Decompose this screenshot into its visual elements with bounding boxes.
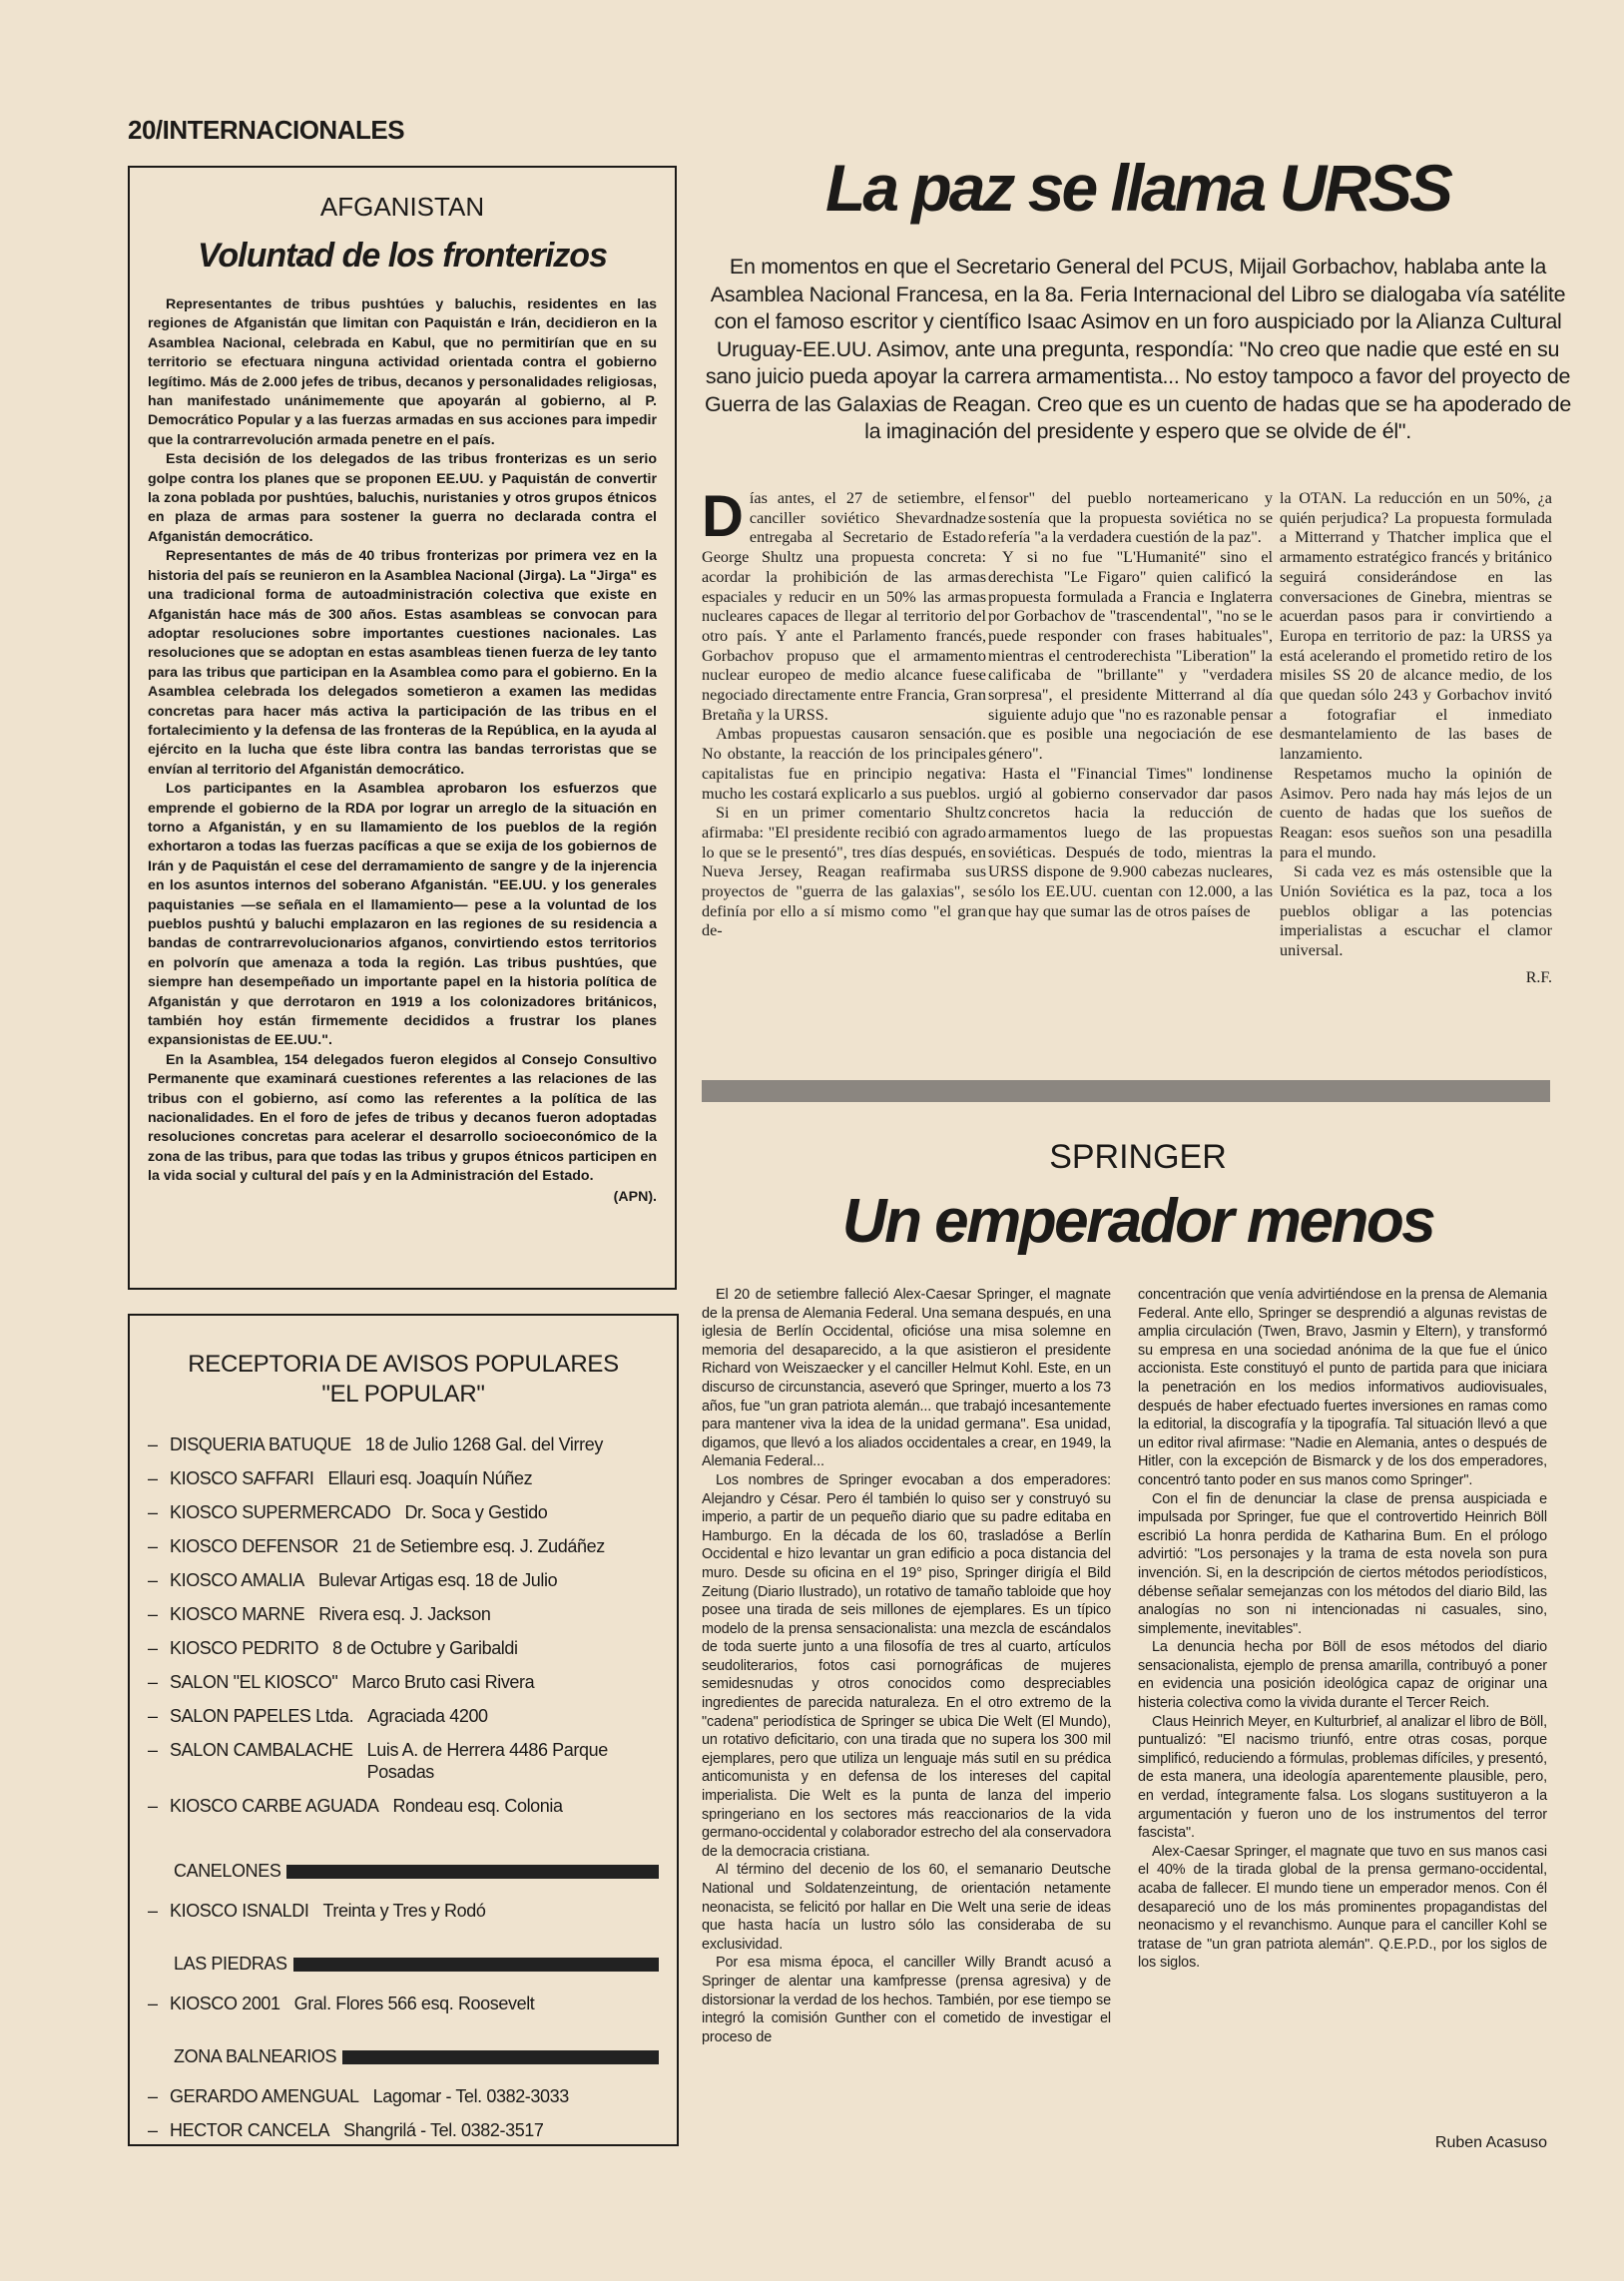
ad-row	[148, 1795, 659, 1817]
dash: –	[148, 1672, 158, 1692]
springer-paragraph: La denuncia hecha por Böll de esos métodos del diario sensacionalista, ejemplo de prensa amarilla, contribuyó a poner en evidencia una posición ideológica capaz de originar una histeria colectiva como la vivida durante el Tercer Reich.	[1138, 1639, 1547, 1712]
ad-address: Shangrilá - Tel. 0382-3517	[343, 2120, 544, 2140]
ad-row	[148, 1739, 659, 1783]
ad-address: Lagomar - Tel. 0382-3033	[372, 2086, 569, 2106]
region-bar	[286, 1865, 659, 1879]
ad-name: KIOSCO AMALIA	[170, 1570, 304, 1590]
urss-lead: En momentos en que el Secretario General del PCUS, Mijail Gorbachov, hablaba ante la Asamblea Nacional Francesa, en la 8a. Feria Internacional del Libro se dialogaba vía satélite con el famoso escritor y científico Isaac Asimov en un foro auspiciado por la Alianza Cultural Uruguay-EE.UU. Asimov, ante una pregunta, respondía: "No creo que nadie que esté en su sano juicio pueda apoyar la carrera armamentista... No estoy tampoco a favor del proyecto de Guerra de las Galaxias de Reagan. Creo que es un cuento de hadas que se ha apoderado de la imaginación del presidente y espero que se olvide de él".	[705, 255, 1571, 443]
ad-name: KIOSCO ISNALDI	[170, 1901, 309, 1921]
ad-address: 21 de Setiembre esq. J. Zudáñez	[352, 1536, 605, 1556]
ad-name: KIOSCO SUPERMERCADO	[170, 1502, 391, 1522]
canelones-list	[148, 1900, 659, 1922]
ad-name: SALON CAMBALACHE	[170, 1740, 353, 1760]
afganistan-paragraph: Representantes de tribus pushtúes y baluchis, residentes en las regiones de Afganistán que limitan con Paquistán e Irán, decidieron en la Asamblea Nacional, celebrada en Kabul, que no permitirían que en su territorio se efectuara ninguna actividad orientada contra el gobierno legítimo. Más de 2.000 jefes de tribus, decanos y personalidades religiosas, han manifestado unánimemente que apoyarán al gobierno, al P. Democrático Popular y a las fuerzas armadas en sus acciones para impedir que la contrarrevolución armada penetre en el país.	[148, 296, 657, 448]
springer-column-1	[702, 1286, 1111, 2046]
springer-kicker: SPRINGER	[1049, 1138, 1227, 1176]
ad-name: KIOSCO 2001	[170, 1994, 280, 2013]
ad-row	[148, 1569, 659, 1591]
afganistan-paragraph: En la Asamblea, 154 delegados fueron elegidos al Consejo Consultivo Permanente que examinará cuestiones referentes a las relaciones de las tribus con el gobierno, así como las referentes a la política de las nacionalidades. En el foro de jefes de tribus y decanos fueron adoptadas resoluciones concretas para acelerar el desarrollo socioeconómico de la zona de las tribus, para que todas las tribus y grupos étnicos participen en la vida social y cultural del país y en la Administración del Estado.	[148, 1051, 657, 1185]
springer-paragraph: Por esa misma época, el canciller Willy Brandt acusó a Springer de alentar una kamfpresse (prensa agresiva) y de distorsionar la verdad de los hechos. También, por ese tiempo se integró la comisión Gunther con el cometido de investigar el proceso de	[702, 1955, 1111, 2045]
urss-paragraph: Hasta el "Financial Times" londinense urgió al gobierno conservador dar pasos concretos hacia la reducción de armamentos luego de las propuestas soviéticas. Después de todo, mientras la URSS dispone de 9.900 cabezas nucleares, sólo los EE.UU. cuentan con 12.000, a las que hay que sumar las de otros países de	[988, 764, 1273, 920]
afganistan-paragraph: Los participantes en la Asamblea aprobaron los esfuerzos que emprende el gobierno de la RDA por lograr un arreglo de la situación en torno a Afganistán, y en su llamamiento de los pueblos de la región exhortaron a todas las fuerzas pacíficas a que se exija de los gobiernos de Irán y de Paquistán el cese del derramamiento de sangre y de la injerencia en los asuntos internos del soberano Afganistán. "EE.UU. y los generales paquistanies —se señala en el llamamiento— pese a la voluntad de los pueblos pushtú y baluchi emplazaron en las regiones de su residencia a bandas de contrarrevolucionarios afganos, convirtiendo estos territorios en polvorín que amenaza a toda la región. Las tribus pushtúes, que siempre han desempeñado un importante papel en la historia política de Afganistán y que derrotaron en 1919 a los colonizadores británicos, también hoy están firmemente decididos a frustrar los planes expansionistas de EE.UU.".	[148, 781, 657, 1049]
region-las-piedras	[174, 1954, 659, 1975]
ad-row	[148, 1993, 659, 2014]
ad-address: 18 de Julio 1268 Gal. del Virrey	[364, 1434, 603, 1454]
ad-name: KIOSCO CARBE AGUADA	[170, 1796, 379, 1816]
urss-headline: La paz se llama URSS	[825, 151, 1450, 225]
urss-paragraph: la OTAN. La reducción en un 50%, ¿a quién perjudica? La propuesta formulada a Mitterrand y Thatcher implica que el armamento estratégico francés y británico seguirá considerándose en las conversaciones de Ginebra, mientras se acuerdan pasos para ir convirtiendo a Europa en territorio de paz: la URSS ya está acelerando el prometido retiro de los misiles SS 20 de alcance medio, de los que quedan sólo 243 y Gorbachov invitó a fotografiar el inmediato desmantelamiento de las bases de lanzamiento.	[1280, 489, 1552, 764]
balnearios-list	[148, 2085, 659, 2141]
dash: –	[148, 1740, 158, 1760]
ad-name: HECTOR CANCELA	[170, 2120, 330, 2140]
region-label: ZONA BALNEARIOS	[174, 2046, 337, 2066]
springer-paragraph: Los nombres de Springer evocaban a dos emperadores: Alejandro y César. Pero él también lo quiso ser y construyó su imperio, a partir de un pequeño diario que su padre editaba en Hamburgo. En la década de los 60, trasladóse a Berlín Occidental e hizo levantar un gran edificio a poca distancia del muro. Desde su oficina en el 19° piso, Springer dirigía el Bild Zeitung (Diario Ilustrado), un rotativo de tamaño tabloide que hoy posee una tirada de seis millones de ejemplares. Es un típico modelo de la prensa sensacionalista: una mezcla de escándalos de toda suerte junto a una filosofía de tres al cuarto, artículos seudoliterarios, fotos casi pornográficas de mujeres semidesnudas y otros conocidos como despreciables ingredientes de parecida naturaleza. En el otro extremo de la "cadena" periodística de Springer se ubica Die Welt (El Mundo), un rotativo deficitario, con una tirada que no supera los 300 mil ejemplares, pero que utiliza un lenguaje más sutil en su prédica anticomunista y en defensa de los intereses del capital imperialista. Die Welt es la punta de lanza del imperio springeriano en los sectores más reaccionarios de la vida germano-occidental y colaborador estrecho del ala conservadora de la democracia cristiana.	[702, 1471, 1111, 1860]
ad-row	[148, 1637, 659, 1659]
dash: –	[148, 2120, 158, 2140]
dash: –	[148, 1434, 158, 1454]
dash: –	[148, 1796, 158, 1816]
region-balnearios	[174, 2046, 659, 2067]
dash: –	[148, 1570, 158, 1590]
dash: –	[148, 1468, 158, 1488]
ad-row	[148, 1603, 659, 1625]
springer-column-2	[1138, 1286, 1547, 1973]
springer-paragraph: Claus Heinrich Meyer, en Kulturbrief, al analizar el libro de Böll, puntualizó: "El nacismo triunfó, entre otras cosas, porque simplificó, reduciendo a fórmulas, problemas difíciles, y presentó, de esta manera, una ideología aparentemente plausible, pero, en verdad, íntegramente falsa. Los slogans sustituyeron a la argumentación y fueron uno de los instrumentos del terror fascista".	[1138, 1713, 1547, 1842]
ad-row	[148, 2119, 659, 2141]
region-bar	[293, 1958, 659, 1972]
receptoria-title-line2: "EL POPULAR"	[321, 1381, 485, 1408]
dash: –	[148, 1502, 158, 1522]
springer-paragraph: El 20 de setiembre falleció Alex-Caesar Springer, el magnate de la prensa de Alemania Federal. Una semana después, en una iglesia de Berlín Occidental, oficióse una misa solemne en memoria del desaparecido, a la que asistieron el presidente Richard von Weiszaecker y el canciller Helmut Kohl. Este, en un discurso de circunstancia, aseveró que Springer, muerto a los 73 años, fue "un gran patriota alemán... que trabajó incesantemente para mantener viva la idea de la unidad germana". Esa unidad, digamos, que llevó a los aliados occidentales a crear, en 1949, la Alemania Federal...	[702, 1287, 1111, 1470]
urss-paragraph: Respetamos mucho la opinión de Asimov. Pero nada hay más lejos de un cuento de hadas que los sueños de Reagan: esos sueños son una pesadilla para el mundo.	[1280, 764, 1552, 861]
springer-paragraph: Alex-Caesar Springer, el magnate que tuvo en sus manos casi el 40% de la tirada global de la prensa germano-occidental, acaba de fallecer. El mundo tiene un emperador menos. Con él desapareció uno de los más prominentes propagandistas del neonacismo y el revanchismo. Aunque para el canciller Kohl se tratase de "un gran patriota alemán". Q.E.P.D., por los siglos de los siglos.	[1138, 1843, 1547, 1972]
region-canelones	[174, 1861, 659, 1882]
dash: –	[148, 1638, 158, 1658]
ad-address: Luis A. de Herrera 4486 Parque Posadas	[366, 1740, 608, 1782]
afganistan-article	[128, 166, 677, 1290]
dash: –	[148, 2086, 158, 2106]
ad-row	[148, 1705, 659, 1727]
section-divider	[702, 1080, 1550, 1102]
urss-paragraph: Y si no fue "L'Humanité" sino el derechista "Le Figaro" quien calificó la propuesta formulada a Francia e Inglaterra por Gorbachov de "trascendental", "no se le puede responder con frases habituales", mientras el centroderechista "Liberation" la calificaba de "brillante" y "verdadera sorpresa", el presidente Mitterrand al día siguiente adujo que "no es razonable pensar que es posible una negociación de ese género".	[988, 548, 1273, 764]
ad-row	[148, 2085, 659, 2107]
receptoria-box	[128, 1314, 679, 2146]
dash: –	[148, 1994, 158, 2013]
receptoria-title-line1: RECEPTORIA DE AVISOS POPULARES	[188, 1351, 619, 1378]
ad-name: SALON "EL KIOSCO"	[170, 1672, 338, 1692]
ad-address: Rondeau esq. Colonia	[392, 1796, 563, 1816]
ad-name: GERARDO AMENGUAL	[170, 2086, 359, 2106]
afganistan-headline: Voluntad de los fronterizos	[198, 237, 607, 275]
dash: –	[148, 1536, 158, 1556]
springer-headline: Un emperador menos	[841, 1187, 1434, 1256]
ad-name: SALON PAPELES Ltda.	[170, 1706, 354, 1726]
urss-paragraph: fensor" del pueblo norteamericano y sostenía que la propuesta soviética no se refería "a la verdadera cuestión de la paz".	[988, 489, 1273, 547]
ad-name: KIOSCO PEDRITO	[170, 1638, 319, 1658]
ad-row	[148, 1433, 659, 1455]
ad-row	[148, 1900, 659, 1922]
section-label: 20/INTERNACIONALES	[128, 115, 405, 145]
springer-paragraph: Con el fin de denunciar la clase de prensa auspiciada e impulsada por Springer, fue que el controvertido Heinrich Böll escribió La honra perdida de Katharina Bum. En el prólogo advirtió: "Los personajes y la trama de esta novela son pura invención. Si, en la descripción de ciertos métodos periodísticos, débense señalar semejanzas con los métodos del diario Bild, las analogías no son ni intencionadas ni casuales, sino, simplemente, inevitables".	[1138, 1490, 1547, 1637]
las-piedras-list	[148, 1993, 659, 2014]
springer-author: Ruben Acasuso	[1434, 2134, 1547, 2151]
dash: –	[148, 1604, 158, 1624]
urss-column-3	[1280, 489, 1552, 987]
ad-name: KIOSCO DEFENSOR	[170, 1536, 339, 1556]
urss-paragraph: Si cada vez es más ostensible que la Unión Soviética es la paz, toca a los pueblos obligar a las potencias imperialistas a escuchar el clamor universal.	[1280, 862, 1552, 960]
ad-address: Rivera esq. J. Jackson	[318, 1604, 491, 1624]
ad-address: 8 de Octubre y Garibaldi	[332, 1638, 518, 1658]
ad-name: DISQUERIA BATUQUE	[170, 1434, 351, 1454]
afganistan-paragraph: Representantes de más de 40 tribus fronterizas por primera vez en la historia del país se reunieron en la Asamblea Nacional (Jirga). La "Jirga" es una tradicional forma de autoadministración colectiva que existe en Afganistán hace más de 300 años. Estas asambleas se convocan para adoptar resoluciones sobre importantes cuestiones nacionales. Las resoluciones que se adoptan en estas asambleas tienen fuerza de ley tanto para las tribus que participan en la Asamblea como para el gobierno. En la Asamblea celebrada los delegados sometieron a examen las medidas concretas para hacer más activa la participación de las tribus en el fortalecimiento y la defensa de las fronteras de la República, en la ayuda al ejército en la lucha que éste libra contra las bandas terroristas que se envían al territorio del Afganistán democrático.	[148, 548, 657, 778]
ad-row	[148, 1671, 659, 1693]
afganistan-paragraph: Esta decisión de los delegados de las tribus fronterizas es un serio golpe contra los planes que se proponen EE.UU. y Paquistán de convertir la zona poblada por pushtúes, baluchis, nuristanies y otros grupos étnicos en plaza de armas para sostener la guerra no declarada contra el Afganistán democrático.	[148, 451, 657, 545]
region-label: CANELONES	[174, 1861, 281, 1881]
ad-address: Ellauri esq. Joaquín Núñez	[327, 1468, 533, 1488]
region-label: LAS PIEDRAS	[174, 1954, 287, 1974]
ad-address: Bulevar Artigas esq. 18 de Julio	[317, 1570, 558, 1590]
springer-paragraph: Al término del decenio de los 60, el semanario Deutsche National und Soldatenzeintung, de orientación netamente neonacista, se felicitó por hallar en Die Welt una serie de ideas que hasta hacía un lustro sólo las consideraba de su exclusividad.	[702, 1862, 1111, 1953]
urss-signature: R.F.	[1525, 968, 1552, 986]
region-bar	[342, 2050, 659, 2064]
ad-name: KIOSCO MARNE	[170, 1604, 305, 1624]
urss-paragraph: Ambas propuestas causaron sensación. No obstante, la reacción de los principales capitalistas fue en principio negativa: mucho les costará explicarlo a sus pueblos.	[702, 725, 986, 803]
ad-address: Dr. Soca y Gestido	[404, 1502, 548, 1522]
dropcap: D	[702, 484, 744, 549]
springer-paragraph: concentración que venía advirtiéndose en la prensa de Alemania Federal. Ante ello, Springer se desprendió a algunas revistas de amplia circulación (Twen, Bravo, Jasmin y Eltern), y transformó su empresa en una sociedad anónima de la que fue el único accionista. Este constituyó el punto de partida para que iniciara la penetración en los medios informativos audiovisuales, después de haber efectuado fuertes inversiones en ramas como la editorial, la discografía y la tipografía. Tal situación llevó a que un editor rival afirmase: "Nadie en Alemania, antes o después de Hitler, con la excepción de Bismarck y de los dos emperadores, concentró tanto poder en sus manos como Springer".	[1138, 1287, 1547, 1488]
ad-name: KIOSCO SAFFARI	[170, 1468, 314, 1488]
receptoria-title	[148, 1350, 659, 1410]
ad-row	[148, 1467, 659, 1489]
dash: –	[148, 1901, 158, 1921]
ad-address: Treinta y Tres y Rodó	[322, 1901, 486, 1921]
afganistan-kicker: AFGANISTAN	[319, 192, 485, 222]
urss-paragraph: Días antes, el 27 de setiembre, el canciller soviético Shevardnadze entregaba al Secretario de Estado George Shultz una propuesta concreta: acordar la prohibición de las armas espaciales y reducir en un 50% las armas nucleares capaces de llegar al territorio del otro país. Y ante el Parlamento francés, Gorbachov propuso que el armamento nuclear europeo de medio alcance fuese negociado directamente entre Francia, Gran Bretaña y la URSS.	[702, 484, 986, 724]
ad-address: Gral. Flores 566 esq. Roosevelt	[293, 1994, 535, 2013]
montevideo-list	[148, 1433, 659, 1817]
ad-row	[148, 1535, 659, 1557]
dash: –	[148, 1706, 158, 1726]
afganistan-source: (APN).	[613, 1188, 657, 1205]
ad-address: Agraciada 4200	[367, 1706, 488, 1726]
urss-paragraph: Si en un primer comentario Shultz afirmaba: "El presidente recibió con agrado lo que se le presentó", tres días después, en Nueva Jersey, Reagan reafirmaba sus proyectos de "guerra de las galaxias", se definía por ello a sí mismo como "el gran de-	[702, 804, 986, 940]
ad-address: Marco Bruto casi Rivera	[351, 1672, 535, 1692]
urss-column-2	[988, 489, 1273, 921]
ad-row	[148, 1501, 659, 1523]
urss-column-1	[702, 484, 986, 941]
